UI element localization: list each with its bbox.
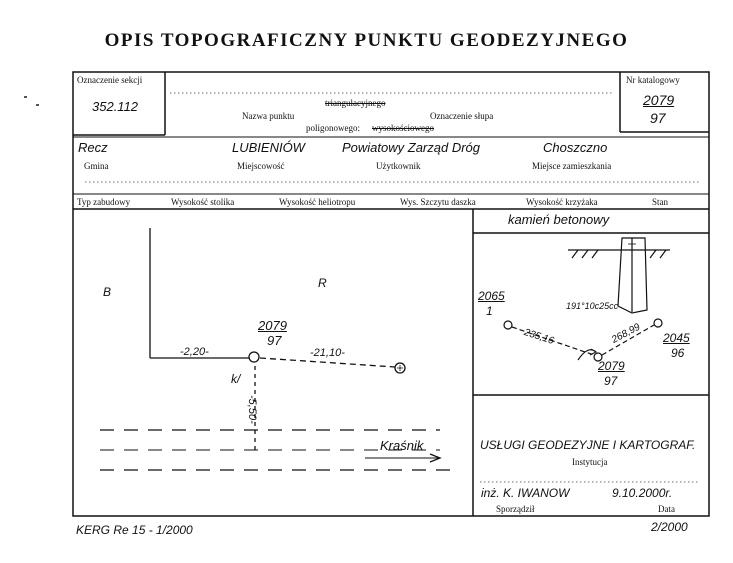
right-point-denominator: 96	[671, 346, 685, 360]
kl-label: k/	[231, 372, 241, 386]
left-point-number: 2065	[478, 289, 505, 303]
footer-reference: KERG Re 15 - 1/2000	[76, 523, 193, 537]
catalog-denominator: 97	[650, 110, 666, 126]
section-value: 352.112	[92, 99, 139, 114]
column-header: Typ zabudowy	[77, 197, 131, 207]
gmina-label: Gmina	[84, 161, 109, 171]
author-date: 9.10.2000r.	[612, 486, 673, 500]
page-title: OPIS TOPOGRAFICZNY PUNKTU GEODEZYJNEGO	[104, 30, 629, 51]
section-label: Oznaczenie sekcji	[77, 75, 143, 85]
user-value: Powiatowy Zarząd Dróg	[342, 140, 480, 155]
column-header: Wysokość stolika	[171, 197, 235, 207]
residence-value: Choszczno	[543, 140, 608, 155]
pillar-label: Oznaczenie słupa	[430, 111, 494, 121]
point-name-struck: triangulacyjnego	[325, 98, 386, 108]
author-name: inż. K. IWANOW	[481, 486, 570, 500]
polygon-label: poligonowego:	[306, 123, 360, 133]
sketch-label-b: B	[103, 285, 112, 299]
distance-b: 268,99	[610, 321, 643, 346]
sketch-point-denominator: 97	[267, 333, 282, 348]
residence-label: Miejsce zamieszkania	[532, 161, 612, 171]
column-header: Stan	[652, 197, 669, 207]
angle-value: 191°10c25cc	[566, 301, 619, 311]
distance-a: 235,16	[522, 327, 556, 347]
marker-title: kamień betonowy	[508, 212, 610, 227]
town-value: LUBIENIÓW	[232, 140, 305, 155]
institution-label: Instytucja	[572, 457, 608, 467]
user-label: Użytkownik	[376, 161, 421, 171]
institution-name: USŁUGI GEODEZYJNE I KARTOGRAF.	[480, 438, 696, 452]
point-name-label: Nazwa punktu	[242, 111, 295, 121]
scan-speck	[36, 104, 39, 106]
center-point-number: 2079	[598, 359, 625, 373]
town-label: Miejscowość	[237, 161, 285, 171]
catalog-numerator: 2079	[643, 92, 675, 108]
center-point-denominator: 97	[604, 374, 618, 388]
right-point-number: 2045	[663, 331, 690, 345]
date-label: Data	[658, 504, 675, 514]
polygon-struck: wysokościowego	[372, 123, 434, 133]
column-header: Wysokość heliotropu	[279, 197, 356, 207]
gmina-value: Recz	[78, 140, 108, 155]
author-label: Sporządził	[496, 504, 535, 514]
sketch-label-r: R	[318, 276, 327, 290]
footer-number: 2/2000	[651, 520, 688, 534]
scan-speck	[24, 96, 27, 98]
distance-left: -2,20-	[180, 346, 209, 358]
catalog-label: Nr katalogowy	[626, 75, 680, 85]
column-header: Wys. Szczytu daszka	[400, 197, 476, 207]
left-point-denominator: 1	[486, 304, 493, 318]
sketch-point-number: 2079	[258, 318, 287, 333]
road-label: Kraśnik	[380, 438, 424, 453]
distance-right: -21,10-	[310, 347, 345, 359]
distance-down: -5,50-	[246, 395, 258, 424]
column-header: Wysokość krzyżaka	[526, 197, 598, 207]
